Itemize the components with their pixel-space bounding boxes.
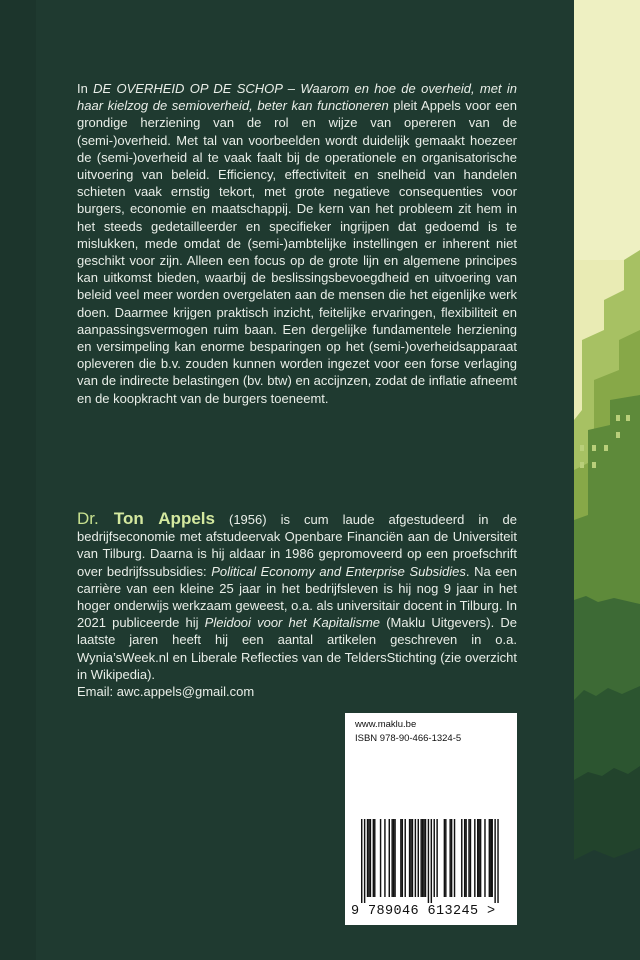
- barcode-bar: [451, 819, 452, 897]
- barcode-panel: [345, 713, 517, 925]
- barcode-bar: [361, 819, 362, 903]
- barcode-bar: [400, 819, 401, 897]
- ean-barcode: [353, 819, 509, 903]
- isbn-number: ISBN 978-90-466-1324-5: [355, 733, 462, 744]
- barcode-bar: [374, 819, 375, 897]
- author-email: Email: awc.appels@gmail.com: [77, 684, 255, 700]
- barcode-bar: [431, 819, 432, 903]
- barcode-bar: [477, 819, 478, 897]
- barcode-bar: [420, 819, 421, 897]
- barcode-bar: [444, 819, 445, 897]
- barcode-bar: [364, 819, 365, 903]
- barcode-bar: [409, 819, 410, 897]
- author-name: Ton Appels: [113, 509, 215, 528]
- author-title: Dr.: [77, 509, 114, 528]
- barcode-bar: [412, 819, 413, 897]
- barcode-bar: [391, 819, 392, 897]
- back-cover-blurb: [77, 80, 517, 407]
- barcode-bar: [478, 819, 479, 897]
- bio-part-2: . Na een carrière van een kleine 25 jaar in het bedrijfsleven is hij nog 9 jaar in het hoger onderwijs werkzaam geweest, o.a. als universitair docent in Tilburg. In 2021 publiceerde hij: [77, 563, 517, 631]
- barcode-bar: [423, 819, 424, 897]
- bio-part-3: (Maklu Uitgevers). De laatste jaren heeft hij een aantal artikelen geschreven in o.a. Wynia’sWeek.nl en Liberale Reflecties van de TeldersStichting (zie overzicht in Wikipedia).: [77, 615, 518, 682]
- barcode-bar: [494, 819, 495, 903]
- barcode-bar: [367, 819, 368, 897]
- barcode-bar: [410, 819, 411, 897]
- barcode-bar: [461, 819, 462, 897]
- barcode-bar: [394, 819, 395, 897]
- barcode-bar: [497, 819, 498, 903]
- barcode-bar: [405, 819, 406, 897]
- book-title: DE OVERHEID OP DE SCHOP – Waarom en hoe de overheid, met in haar kielzog de semioverheid, beter kan functioneren: [77, 81, 517, 114]
- barcode-bar: [373, 819, 374, 897]
- thesis-title: Political Economy and Enterprise Subsidies: [211, 563, 466, 579]
- barcode-bar: [449, 819, 450, 897]
- barcode-bar: [468, 819, 469, 897]
- barcode-bar: [454, 819, 455, 897]
- author-name-heading: [77, 509, 215, 528]
- barcode-bar: [422, 819, 423, 897]
- barcode-bar: [389, 819, 390, 897]
- barcode-bar: [464, 819, 465, 897]
- barcode-bar: [436, 819, 437, 897]
- barcode-bar: [489, 819, 490, 897]
- barcode-bar: [370, 819, 371, 897]
- barcode-bar: [384, 819, 385, 897]
- barcode-bar: [492, 819, 493, 897]
- barcode-bar: [415, 819, 416, 897]
- blurb-body: pleit Appels voor een grondige herziening van de rol en wijze van opereren van de (semi-)overheid. Met tal van voorbeelden wordt duidelijk gemaakt hoezeer de (semi-)overheid al te vaak faalt bij de operationele en organisatorische uitvoering van beleid. Efficiency, effectiviteit en snelheid van handelen schieten vaak ernstig tekort, met grote negatieve consequenties voor burgers, economie en maatschappij. De kern van het probleem zit hem in het steeds gedetailleerder en specifieker ingrijpen dat gedoemd is te mislukken, mede omdat de (semi-)ambtelijke instellingen er inherent niet geschikt voor zijn. Alleen een focus op de grote lijn en algemene principes kan uitkomst bieden, waarbij de beslissingsbevoegdheid en uitvoering van beleid veel meer worden overgelaten aan de mensen die het eigenlijke werk doen. Daarmee krijgen praktisch inzicht, feitelijke ervaringen, flexibiliteit en aanpassingsvermogen ruim baan. Een dergelijke fundamentele herziening en versimpeling kan enorme besparingen op het (semi-)overheidsapparaat opleveren die b.v. zouden kunnen worden ingezet voor een forse verlaging van de indirecte belastingen (bv. btw) en accijnzen, zodat de inflatie afneemt en de koopkracht van de burgers toeneemt.: [77, 98, 517, 406]
- barcode-bar: [490, 819, 491, 897]
- barcode-bar: [434, 819, 435, 897]
- barcode-bar: [470, 819, 471, 897]
- barcode-bar: [402, 819, 403, 897]
- bio-part-1: (1956) is cum laude afgestudeerd in de bedrijfseconomie met afstudeervak Openbare Financiën aan de Universiteit van Tilburg. Daarna is hij aldaar in 1986 gepromoveerd op een proefschrift over bedrijfssubsidies:: [77, 512, 517, 579]
- publisher-url: www.maklu.be: [355, 719, 417, 730]
- barcode-bar: [445, 819, 446, 897]
- earlier-book-title: Pleidooi voor het Kapitalisme: [204, 615, 381, 631]
- barcode-bar: [428, 819, 429, 903]
- barcode-bar: [393, 819, 394, 897]
- blurb-intro-prefix: In: [77, 81, 94, 96]
- barcode-bar: [484, 819, 485, 897]
- barcode-bar: [480, 819, 481, 897]
- barcode-bar: [474, 819, 475, 897]
- barcode-bar: [425, 819, 426, 897]
- book-spine: [0, 0, 36, 960]
- barcode-bar: [380, 819, 381, 897]
- barcode-bar: [418, 819, 419, 897]
- author-bio: [77, 510, 517, 700]
- city-skyline-illustration: [574, 0, 640, 960]
- barcode-bar: [368, 819, 369, 897]
- barcode-bar: [465, 819, 466, 897]
- barcode-digits: 9 789046 613245 >: [351, 904, 496, 919]
